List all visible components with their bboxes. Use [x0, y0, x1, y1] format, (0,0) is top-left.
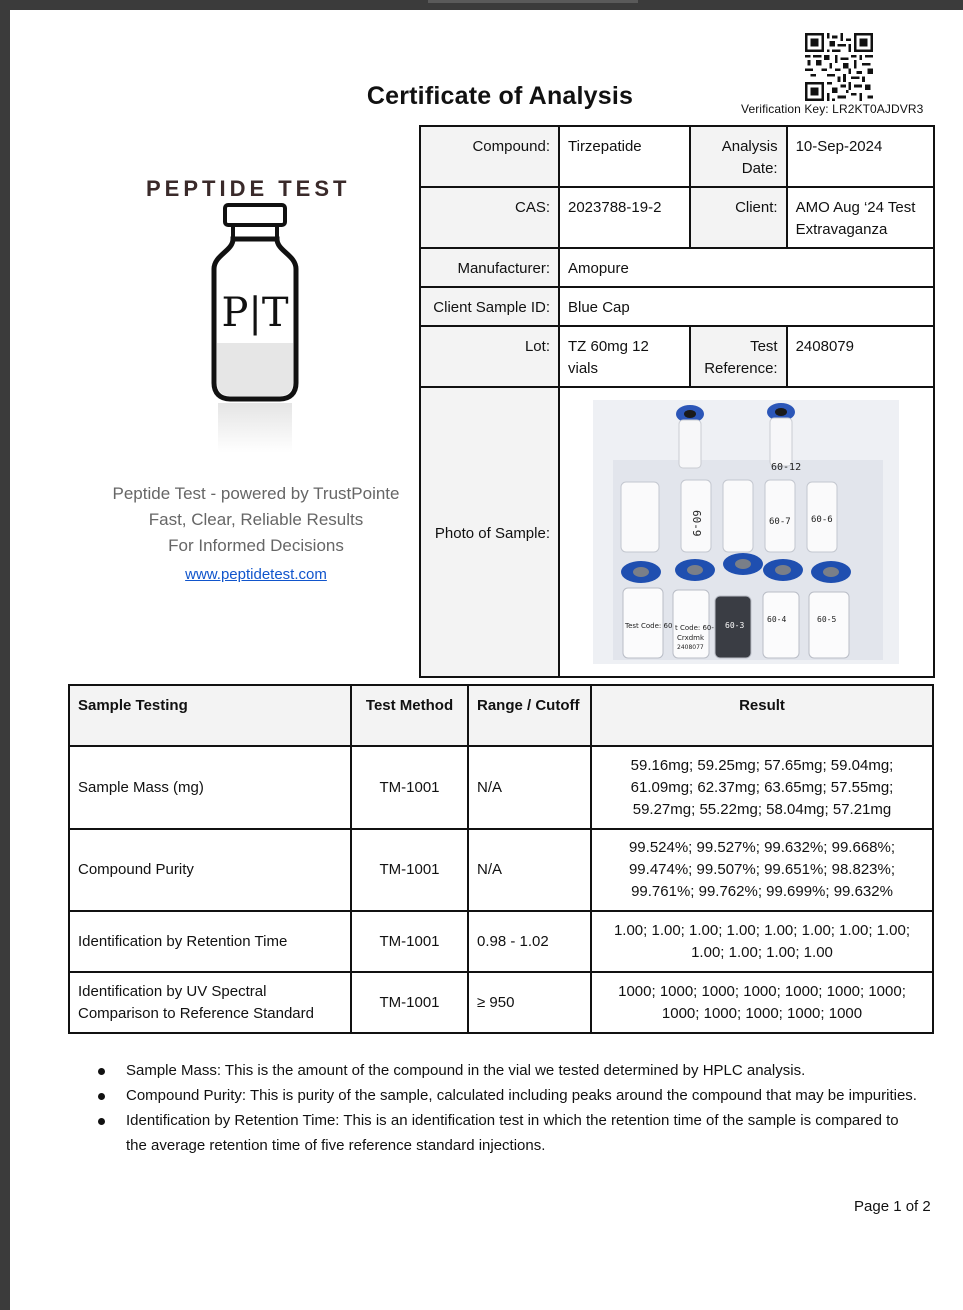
verification-key: Verification Key: LR2KT0AJDVR3: [741, 102, 924, 116]
vial-label-60-12: 60-12: [771, 462, 802, 473]
test-reference-label: Test Reference:: [690, 326, 786, 387]
table-row: [69, 972, 933, 1033]
sample-info-table: [419, 125, 935, 678]
note-text: Identification by Retention Time: This is an identification test in which the retention time of the sample is compared to the average retention time of five reference standard injections.: [126, 1112, 899, 1154]
viewer-tab-indicator: [428, 0, 638, 3]
note-text: Sample Mass: This is the amount of the compound in the vial we tested determined by HPLC analysis.: [126, 1062, 806, 1079]
row-range: N/A: [468, 829, 591, 911]
row-method: TM-1001: [351, 829, 468, 911]
lot-label: Lot:: [420, 326, 559, 387]
vial-monogram: P|T: [221, 290, 289, 336]
page-number: Page 1 of 2: [854, 1198, 931, 1215]
client-value: AMO Aug ‘24 Test Extravaganza: [787, 187, 934, 248]
analysis-date-value: 10-Sep-2024: [787, 126, 934, 187]
client-sample-id-value: Blue Cap: [559, 287, 934, 326]
vial-label-test-code: Test Code: 60: [625, 622, 673, 630]
test-reference-value: 2408079: [787, 326, 934, 387]
tagline-line-2: Fast, Clear, Reliable Results: [148, 510, 364, 529]
page-title: Certificate of Analysis: [366, 82, 634, 110]
photo-label: Photo of Sample:: [420, 387, 559, 677]
vial-label-60-3: 60-3: [725, 621, 745, 630]
cas-label: CAS:: [420, 187, 559, 248]
table-row: [69, 911, 933, 972]
vial-label-crxdmk: Crxdmk: [677, 634, 705, 642]
viewer-top-bar: [0, 0, 963, 10]
compound-value: Tirzepatide: [559, 126, 690, 187]
vial-label-code-60: t Code: 60-: [675, 624, 714, 632]
tagline-line-3: For Informed Decisions: [168, 536, 344, 555]
list-item: [98, 1083, 918, 1108]
photo-cell: [559, 387, 934, 677]
row-range: 0.98 - 1.02: [468, 911, 591, 972]
row-result: 1.00; 1.00; 1.00; 1.00; 1.00; 1.00; 1.00; 1.00; 1.00; 1.00; 1.00; 1.00: [591, 911, 933, 972]
analysis-date-label: Analysis Date:: [690, 126, 786, 187]
row-result: 1000; 1000; 1000; 1000; 1000; 1000; 1000; 1000; 1000; 1000; 1000; 1000: [591, 972, 933, 1033]
vial-label-60-7: 60-7: [769, 517, 791, 527]
vial-label-60-4: 60-4: [767, 615, 787, 624]
bullet-icon: [98, 1068, 105, 1075]
list-item: [98, 1058, 918, 1083]
row-method: TM-1001: [351, 972, 468, 1033]
vial-logo-icon: [200, 203, 310, 473]
vial-label-60-6: 60-6: [811, 515, 833, 525]
compound-label: Compound:: [420, 126, 559, 187]
tagline-line-1: Peptide Test - powered by TrustPointe: [112, 484, 400, 503]
vial-top-left: [676, 405, 704, 468]
brand-name: PEPTIDE TEST: [146, 176, 351, 201]
header-test-method: Test Method: [351, 685, 468, 746]
bullet-icon: [98, 1118, 105, 1125]
website-link[interactable]: www.peptidetest.com: [185, 566, 327, 583]
vial-label-60-5: 60-5: [817, 615, 837, 624]
qr-code-icon: [805, 33, 873, 101]
header-range-cutoff: Range / Cutoff: [468, 685, 591, 746]
definitions-list: [98, 1058, 918, 1158]
list-item: [98, 1108, 918, 1158]
row-test-name: Sample Mass (mg): [69, 746, 351, 829]
table-row: [69, 746, 933, 829]
brand-tagline: [100, 481, 412, 559]
manufacturer-label: Manufacturer:: [420, 248, 559, 287]
client-label: Client:: [690, 187, 786, 248]
header-sample-testing: Sample Testing: [69, 685, 351, 746]
row-test-name: Compound Purity: [69, 829, 351, 911]
vial-label-batch: 2408077: [677, 644, 704, 651]
row-range: ≥ 950: [468, 972, 591, 1033]
row-range: N/A: [468, 746, 591, 829]
table-row: [69, 829, 933, 911]
header-result: Result: [591, 685, 933, 746]
sample-testing-table: [68, 684, 934, 1034]
row-result: 59.16mg; 59.25mg; 57.65mg; 59.04mg; 61.09mg; 62.37mg; 63.65mg; 57.55mg; 59.27mg; 55.22mg; 58.04mg; 57.21mg: [591, 746, 933, 829]
lot-value: TZ 60mg 12 vials: [559, 326, 690, 387]
note-text: Compound Purity: This is purity of the sample, calculated including peaks around the compound that may be impurities.: [126, 1087, 917, 1104]
row-method: TM-1001: [351, 746, 468, 829]
bullet-icon: [98, 1093, 105, 1100]
row-method: TM-1001: [351, 911, 468, 972]
cas-value: 2023788-19-2: [559, 187, 690, 248]
row-test-name: Identification by UV Spectral Comparison to Reference Standard: [69, 972, 351, 1033]
vial-label-60-9: 60-9: [690, 510, 703, 537]
document-page: [10, 10, 963, 1310]
row-test-name: Identification by Retention Time: [69, 911, 351, 972]
row-result: 99.524%; 99.527%; 99.632%; 99.668%; 99.474%; 99.507%; 99.651%; 98.823%; 99.761%; 99.762%; 99.699%; 99.632%: [591, 829, 933, 911]
manufacturer-value: Amopure: [559, 248, 934, 287]
sample-photo: [593, 400, 899, 664]
client-sample-id-label: Client Sample ID:: [420, 287, 559, 326]
